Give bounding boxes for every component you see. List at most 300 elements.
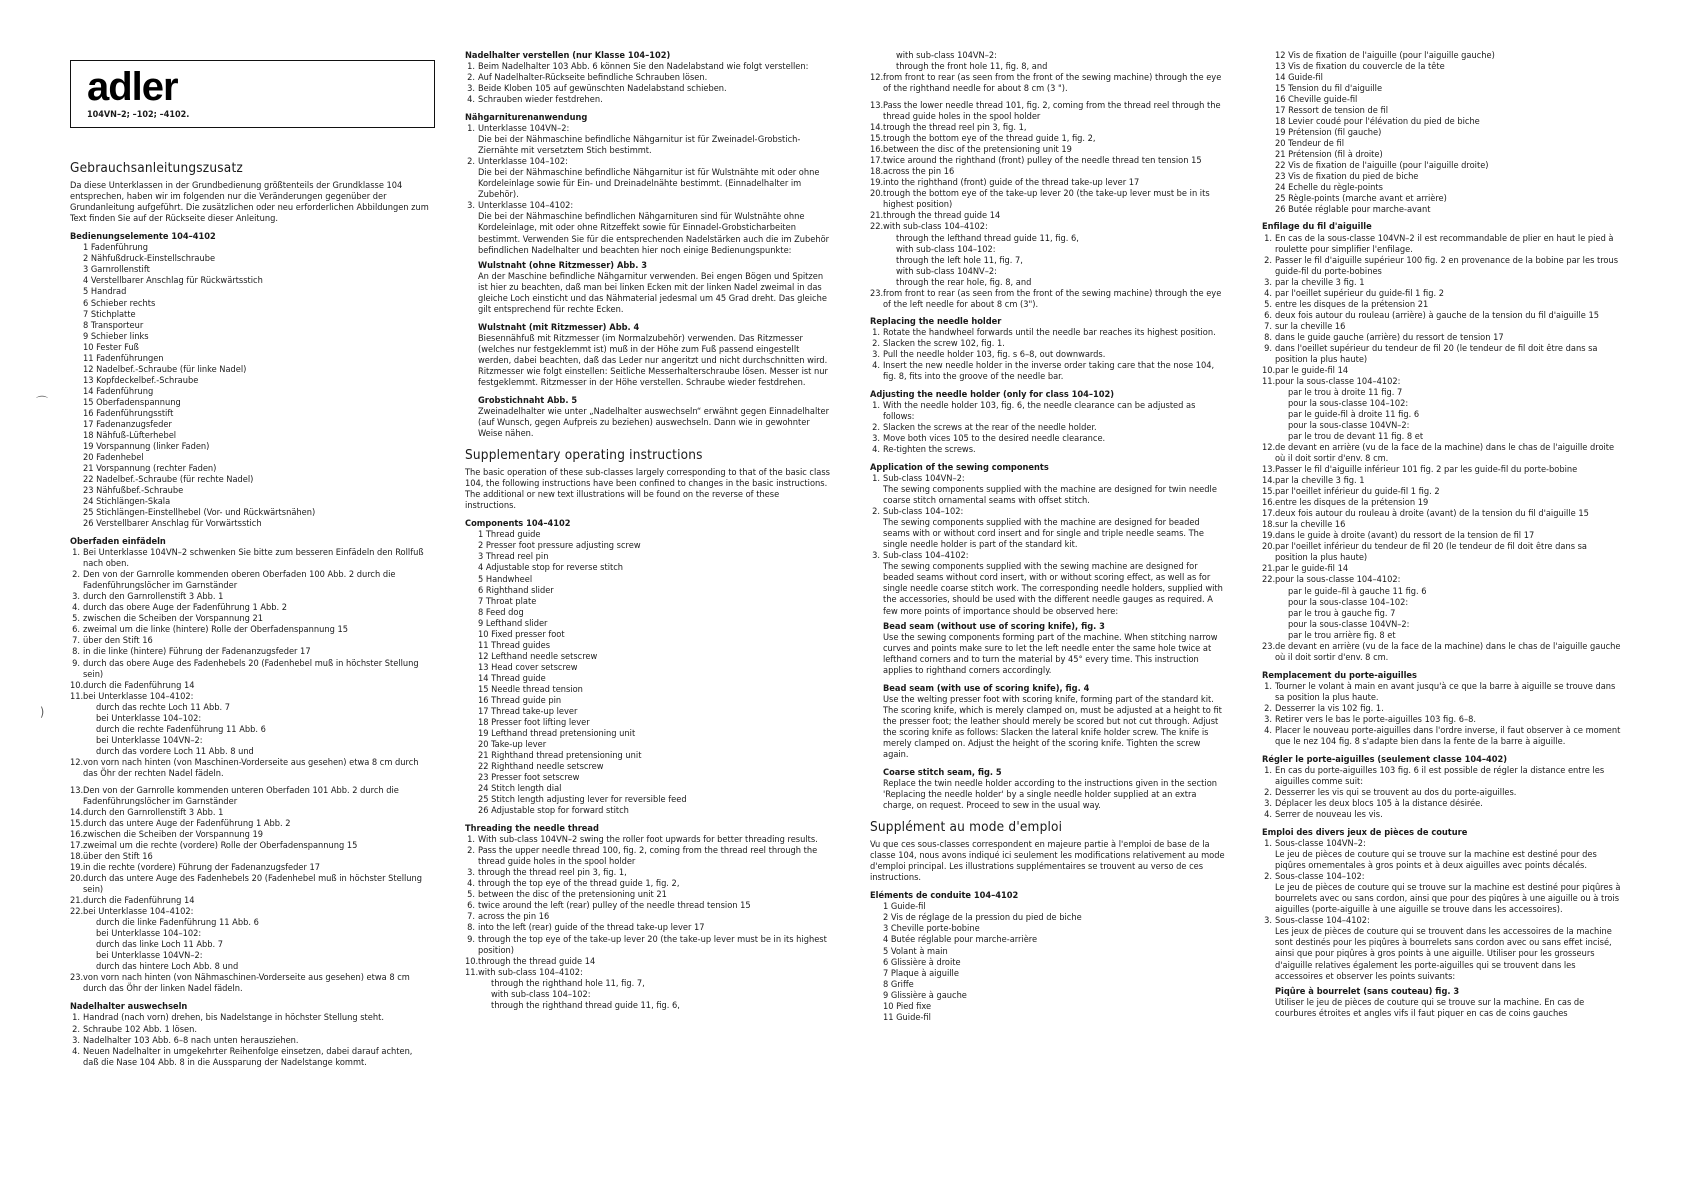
step-text: Auf Nadelhalter-Rückseite befindliche Schrauben lösen. — [478, 72, 708, 84]
list-item: 19 Lefthand thread pretensioning unit — [478, 727, 636, 739]
step-text: twice around the righthand (front) pulley of the needle thread ten tension 15 — [883, 155, 1202, 167]
step-text: entre les disques de la prétension 19 — [1275, 497, 1429, 509]
list-item: 19 Vorspannung (linker Faden) — [83, 440, 210, 452]
step-number: 17. — [870, 155, 884, 167]
list-item — [870, 422, 1225, 433]
list-item: 2 Presser foot pressure adjusting screw — [478, 540, 641, 552]
step-number: 3. — [72, 1034, 80, 1046]
step-number: 2. — [467, 845, 475, 857]
step-text: through the top eye of the take-up lever 20 (the take-up lever must be in its highest position) — [478, 933, 827, 956]
en-replace-title: Replacing the needle holder — [870, 315, 1002, 327]
step-text: En cas de la sous-classe 104VN–2 il est recommandable de plier en haut le pied à roulette pour simplifier l'enfilage. — [1275, 232, 1614, 255]
list-item: 6 Righthand slider — [478, 584, 554, 596]
list-item — [870, 72, 1225, 94]
step-number: 9. — [1264, 342, 1272, 354]
list-item: 9 Schieber links — [83, 330, 149, 342]
en-app-section — [870, 462, 1225, 811]
step-text: Passer le fil d'aiguille supérieur 100 fig. 2 en provenance de la bobine par les trous guide-fil du porte-bobines — [1275, 254, 1619, 277]
step-number: 16. — [70, 828, 84, 840]
step-number: 1. — [872, 326, 880, 338]
list-item — [870, 177, 1225, 188]
list-item — [870, 506, 1225, 550]
step-text: The sewing components supplied with the machine are designed for twin needle coarse stitch ornamental seams with offset stitch. — [883, 484, 1217, 507]
step-text: from front to rear (as seen from the front of the sewing machine) through the eye of the righthand needle for about 8 cm (3 "). — [883, 72, 1222, 95]
step-text: de devant en arrière (vu de la face de la machine) dans le chas de l'aiguille gauche où il doit sortir d'env. 8 cm. — [1275, 640, 1621, 663]
list-item — [465, 889, 830, 900]
list-item: 8 Transporteur — [83, 319, 144, 331]
list-item: 25 Règle-points (marche avant et arrière) — [1275, 193, 1447, 205]
list-item: 2 Nähfußdruck-Einstellschraube — [83, 253, 216, 265]
step-number: 12. — [870, 72, 884, 84]
list-item — [1262, 343, 1622, 365]
step-text: Re-tighten the screws. — [883, 444, 976, 456]
step-number: 10. — [1262, 364, 1276, 376]
step-text: Rotate the handwheel forwards until the needle bar reaches its highest position. — [883, 326, 1216, 338]
list-item — [1262, 519, 1622, 530]
list-item — [70, 757, 430, 779]
step-number: 7. — [1264, 320, 1272, 332]
step-text: zweimal um die rechte (vordere) Rolle der Oberfadenspannung 15 — [83, 840, 358, 851]
list-item — [465, 123, 830, 156]
step-text: Placer le nouveau porte-aiguilles dans l'ordre inverse, il faut observer à ce moment que le nez 104 fig. 8 s'adapte bien dans la fente de la barre à aiguille. — [1275, 724, 1621, 747]
step-heading: Sub-class 104–102: — [883, 506, 964, 518]
list-item: par le guide–fil à gauche 11 fig. 6 — [1288, 585, 1427, 597]
list-item — [870, 188, 1225, 210]
step-text: zwischen die Scheiben der Vorspannung 19 — [83, 828, 264, 840]
list-item: 12 Lefthand needle setscrew — [478, 650, 598, 662]
step-text: Die bei der Nähmaschine befindliche Nähgarnitur ist für Wulstnähte mit oder ohne Kordeleinlage sowie für Ein- und Dreinadelnähte bestimmt. (Einnadelhalter im Zubehör). — [478, 167, 820, 201]
list-item: 21 Prétension (fil à droite) — [1275, 149, 1383, 161]
list-item — [70, 840, 430, 851]
list-item: 1 Thread guide — [478, 529, 541, 541]
list-item: 5 Handrad — [83, 286, 127, 298]
en-replace-steps — [870, 327, 1225, 382]
list-item — [1262, 541, 1622, 563]
step-heading: Sous-classe 104–4102: — [1275, 915, 1370, 927]
step-number: 1. — [467, 61, 475, 73]
list-item: 23 Nähfußbef.-Schraube — [83, 485, 184, 497]
de-sets-section — [465, 112, 830, 439]
list-item: 7 Stichplatte — [83, 308, 136, 320]
step-text: Le jeu de pièces de couture qui se trouve sur la machine est destiné pour piqûres à bourrelets avec ou sans cordon, ainsi que pour des piqûres à une aiguille ou à trois aiguilles (porte-aiguille à une aiguille se trouve dans les accessoires). — [1275, 882, 1621, 916]
list-item — [1262, 563, 1622, 574]
step-number: 16. — [1262, 497, 1276, 509]
step-heading: Sub-class 104–4102: — [883, 550, 969, 562]
list-item: 13 Kopfdeckelbef.-Schraube — [83, 374, 199, 386]
step-text: Insert the new needle holder in the inverse order taking care that the nose 104, fig. 8, fits into the groove of the needle bar. — [883, 359, 1215, 382]
step-text: durch das obere Auge des Fadenhebels 20 (Fadenhebel muß in höchster Stellung sein) — [83, 657, 419, 680]
list-item: par le trou de devant 11 fig. 8 et — [1288, 431, 1424, 443]
step-text: pour la sous-classe 104–4102: — [1275, 375, 1401, 387]
scan-mark: ) — [40, 705, 45, 719]
fr-thread-title: Enfilage du fil d'aiguille — [1262, 221, 1372, 233]
en-coarse-text: Replace the twin needle holder according to the instructions given in the section 'Replacing the needle holder' by a single needle holder supplied at an extra charge, on request. Proceed to sew in the usual way. — [883, 777, 1217, 811]
de-wulst2-text: Biesennähfuß mit Ritzmesser (im Normalzubehör) verwenden. Das Ritzmesser (welches nur festgeklemmt ist) muß in der Höhe zum Fuß passend eingestellt werden, dabei beachten, daß das Leder nur angeritzt und nicht durchschnitten wird. Ritzmesser wie folgt einstellen: Seitliche Messerhalterschraube lösen. Messer ist nur festgeklemmt. Ritzmesser in der Höhe verstellen. Schraube wieder festdrehen. — [478, 332, 828, 388]
list-item: 1 Fadenführung — [83, 242, 148, 254]
list-item — [70, 591, 430, 602]
step-text: Tourner le volant à main en avant jusqu'à ce que la barre à aiguille se trouve dans sa position la plus haute. — [1275, 680, 1616, 703]
step-number: 20. — [870, 188, 884, 200]
step-text: With sub-class 104VN–2 swing the roller foot upwards for better threading results. — [478, 834, 818, 846]
list-item: 25 Stichlängen-Einstellhebel (Vor- und Rückwärtsnähen) — [83, 507, 316, 519]
step-text: von vorn nach hinten (von Nähmaschinen-Vorderseite aus gesehen) etwa 8 cm durch das Öhr der linken Nadel fädeln. — [83, 972, 410, 995]
fr-elements-list — [870, 901, 1225, 1022]
en-thread-b — [870, 100, 1225, 232]
list-item — [870, 100, 1225, 122]
step-number: 3. — [467, 200, 475, 212]
list-item: 15 Tension du fil d'aiguille — [1275, 83, 1383, 95]
list-item — [1262, 508, 1622, 519]
list-item — [1262, 714, 1622, 725]
list-item — [465, 911, 830, 922]
list-item: 19 Prétension (fil gauche) — [1275, 127, 1382, 139]
de-sets-steps — [465, 123, 830, 255]
list-item — [70, 624, 430, 635]
fr-bour-title: Piqûre à bourrelet (sans couteau) fig. 3 — [1275, 985, 1460, 997]
step-text: durch die Fadenführung 14 — [83, 679, 195, 691]
list-item: 16 Cheville guide-fil — [1275, 94, 1358, 106]
en-components-section — [465, 518, 830, 816]
step-text: durch die Fadenführung 14 — [83, 895, 195, 907]
step-number: 10. — [70, 679, 84, 691]
list-item — [870, 133, 1225, 144]
step-number: 1. — [872, 473, 880, 485]
list-item: with sub-class 104VN–2: — [896, 50, 997, 61]
step-text: in die linke (hintere) Führung der Fadenanzugsfeder 17 — [83, 646, 311, 658]
list-item: 20 Fadenhebel — [83, 451, 144, 463]
step-number: 3. — [467, 867, 475, 879]
step-text: with sub-class 104–4102: — [883, 221, 988, 233]
step-number: 2. — [872, 506, 880, 518]
de-title: Gebrauchsanleitungszusatz — [70, 160, 243, 176]
brand-header — [70, 60, 435, 128]
en-coarse-title: Coarse stitch seam, fig. 5 — [883, 766, 1002, 778]
list-item — [465, 956, 830, 967]
step-text: Die bei der Nähmaschine befindlichen Nähgarnituren sind für Wulstnähte ohne Kordeleinlage, mit oder ohne Ritzeffekt sowie für Einnadel-Grobsticharbeiten bestimmt. Verwenden Sie für die entsprechenden Nadelstärken auch die im Zubehör befindlichen Nadelhalter und beachten hier noch einige Bedienungspunkte: — [478, 211, 830, 256]
column-french-2 — [1262, 50, 1622, 1026]
step-text: durch das untere Auge der Fadenführung 1 Abb. 2 — [83, 817, 291, 829]
list-item: 8 Griffe — [883, 978, 914, 990]
list-item: pour la sous-classe 104VN–2: — [1288, 420, 1410, 432]
step-number: 5. — [1264, 298, 1272, 310]
list-item — [1262, 787, 1622, 798]
list-item: 15 Needle thread tension — [478, 683, 583, 695]
step-text: par l'oeillet inférieur du guide-fil 1 fig. 2 — [1275, 486, 1440, 498]
step-number: 21. — [70, 895, 84, 907]
step-number: 1. — [72, 547, 80, 559]
step-number: 15. — [870, 133, 884, 145]
list-item — [870, 155, 1225, 166]
de-elements-list — [70, 242, 430, 529]
step-text: Schraube 102 Abb. 1 lösen. — [83, 1023, 197, 1035]
step-number: 20. — [70, 873, 84, 885]
list-item: 14 Thread guide — [478, 672, 546, 684]
de-adjust-title: Nadelhalter verstellen (nur Klasse 104–102) — [465, 50, 671, 61]
list-item — [1262, 871, 1622, 915]
list-item — [870, 349, 1225, 360]
step-text: Les jeux de pièces de couture qui se trouvent dans les accessoires de la machine sont destinés pour les piqûres à bourrelets sans cordon avec ou sans effet incisé, ainsi que pour piqûres à gros points à une aiguille. Utiliser pour les grosseurs d'aiguille relatives également les porte-aiguilles qui se trouvent dans les accessoires et observer les points suivants: — [1275, 926, 1612, 982]
list-item — [70, 818, 430, 829]
step-number: 7. — [72, 635, 80, 647]
list-item — [70, 658, 430, 680]
step-number: 3. — [1264, 276, 1272, 288]
de-needle-title: Nadelhalter auswechseln — [70, 1001, 188, 1013]
list-item: 25 Stitch length adjusting lever for reversible feed — [478, 794, 687, 806]
list-item — [1262, 277, 1622, 288]
en-thread-b-sub — [870, 233, 1225, 288]
step-text: dans le guide gauche (arrière) du ressort de tension 17 — [1275, 331, 1504, 343]
list-item — [70, 972, 430, 994]
list-item: 3 Thread reel pin — [478, 551, 549, 563]
step-text: With the needle holder 103, fig. 6, the needle clearance can be adjusted as follows: — [883, 399, 1196, 422]
fr-adjust-title: Régler le porte-aiguilles (seulement classe 104–402) — [1262, 753, 1507, 765]
list-item: 22 Righthand needle setscrew — [478, 761, 604, 773]
step-text: Den von der Garnrolle kommenden oberen Oberfaden 100 Abb. 2 durch die Fadenführungslöcher im Garnständer — [83, 569, 396, 592]
step-text: Neuen Nadelhalter in umgekehrter Reihenfolge einsetzen, dabei darauf achten, daß die Nase 104 Abb. 8 in die Aussparung der Nadelstange kommt. — [83, 1045, 413, 1068]
step-text: durch den Garnrollenstift 3 Abb. 1 — [83, 591, 224, 603]
de-thread-a12 — [70, 757, 430, 779]
step-text: from front to rear (as seen from the front of the sewing machine) through the eye of the left needle for about 8 cm (3"). — [883, 287, 1222, 310]
en-thread-title: Threading the needle thread — [465, 823, 599, 835]
fr-use-title: Emploi des divers jeux de pièces de couture — [1262, 827, 1468, 839]
step-number: 1. — [1264, 680, 1272, 692]
list-item — [465, 900, 830, 911]
list-item — [870, 473, 1225, 506]
step-number: 3. — [872, 433, 880, 445]
step-number: 2. — [467, 72, 475, 84]
list-item — [465, 83, 830, 94]
step-number: 22. — [1262, 574, 1276, 586]
step-number: 1. — [872, 399, 880, 411]
step-number: 6. — [1264, 309, 1272, 321]
list-item — [70, 680, 430, 691]
step-number: 3. — [72, 591, 80, 603]
fr-adjust-section — [1262, 754, 1622, 820]
de-thread-a — [70, 547, 430, 701]
list-item — [70, 873, 430, 895]
list-item — [70, 862, 430, 873]
fr-elements-list-cont — [1262, 50, 1622, 215]
list-item — [70, 807, 430, 818]
step-number: 21. — [1262, 563, 1276, 575]
step-number: 3. — [467, 83, 475, 95]
list-item: 11 Fadenführungen — [83, 352, 164, 364]
step-number: 5. — [467, 889, 475, 901]
list-item — [1262, 725, 1622, 747]
step-number: 19. — [1262, 530, 1276, 542]
list-item: pour la sous-classe 104–102: — [1288, 596, 1409, 608]
list-item: through the rear hole, fig. 8, and — [896, 276, 1032, 288]
list-item — [870, 166, 1225, 177]
step-text: dans l'oeillet supérieur du tendeur de fil 20 (le tendeur de fil doit être dans sa position la plus haute) — [1275, 342, 1598, 365]
en-thread-a-sub — [465, 978, 830, 1011]
step-text: von vorn nach hinten (von Maschinen-Vorderseite aus gesehen) etwa 8 cm durch das Öhr der rechten Nadel fädeln. — [83, 756, 419, 779]
list-item: par le trou arrière fig. 8 et — [1288, 629, 1396, 641]
en-app-steps — [870, 473, 1225, 616]
de-elements-title: Bedienungselemente 104–4102 — [70, 231, 216, 243]
step-text: bei Unterklasse 104–4102: — [83, 906, 194, 918]
adler-logo: adler — [87, 65, 178, 109]
en-thread-a — [465, 834, 830, 977]
list-item: durch die rechte Fadenführung 11 Abb. 6 — [96, 723, 266, 735]
step-number: 11. — [70, 690, 84, 702]
fr-thread-b23 — [1262, 641, 1622, 663]
en-components-list — [465, 529, 830, 816]
list-item: 8 Feed dog — [478, 606, 524, 618]
list-item: durch die linke Fadenführung 11 Abb. 6 — [96, 917, 259, 929]
step-text: pour la sous-classe 104–4102: — [1275, 574, 1401, 586]
fr-replace-title: Remplacement du porte-aiguilles — [1262, 669, 1417, 681]
list-item — [465, 200, 830, 255]
list-item — [1262, 530, 1622, 541]
list-item — [870, 221, 1225, 232]
step-number: 18. — [870, 166, 884, 178]
de-thread-a-sub — [70, 702, 430, 757]
list-item: 20 Tendeur de fil — [1275, 138, 1345, 150]
step-number: 17. — [70, 840, 84, 851]
list-item — [1262, 332, 1622, 343]
list-item: 14 Guide-fil — [1275, 72, 1323, 84]
step-text: par la cheville 3 fig. 1 — [1275, 276, 1365, 288]
step-text: Nadelhalter 103 Abb. 6–8 nach unten herausziehen. — [83, 1034, 299, 1046]
list-item — [1262, 321, 1622, 332]
list-item: 16 Fadenführungsstift — [83, 407, 174, 419]
step-heading: Unterklasse 104–4102: — [478, 200, 574, 212]
list-item: 24 Stichlängen-Skala — [83, 496, 171, 508]
step-text: sur la cheville 16 — [1275, 320, 1346, 332]
list-item — [70, 547, 430, 569]
list-item: durch das hintere Loch Abb. 8 und — [96, 961, 239, 973]
de-adjust-steps — [465, 61, 830, 105]
list-item: 18 Nähfuß-Lüfterhebel — [83, 429, 177, 441]
step-number: 18. — [70, 851, 84, 863]
list-item: 11 Thread guides — [478, 639, 551, 651]
list-item: bei Unterklasse 104–102: — [96, 928, 202, 940]
step-number: 9. — [72, 657, 80, 669]
step-number: 2. — [72, 1023, 80, 1035]
list-item: 11 Guide-fil — [883, 1011, 931, 1023]
list-item — [1262, 255, 1622, 277]
step-number: 20. — [1262, 541, 1276, 553]
list-item — [465, 934, 830, 956]
step-text: with sub-class 104–4102: — [478, 966, 583, 978]
en-components-title: Components 104–4102 — [465, 518, 571, 530]
step-number: 3. — [872, 550, 880, 562]
list-item: par le trou à gauche fig. 7 — [1288, 607, 1396, 619]
list-item: 9 Lefthand slider — [478, 617, 548, 629]
list-item — [870, 210, 1225, 221]
list-item: pour la sous-classe 104–102: — [1288, 397, 1409, 409]
step-number: 19. — [70, 862, 84, 874]
step-number: 1. — [1264, 232, 1272, 244]
list-item — [70, 635, 430, 646]
step-number: 15. — [70, 817, 84, 829]
list-item: 9 Glissière à gauche — [883, 989, 967, 1001]
list-item: 2 Vis de réglage de la pression du pied de biche — [883, 912, 1082, 924]
list-item — [870, 433, 1225, 444]
en-bead2-title: Bead seam (with use of scoring knife), fig. 4 — [883, 682, 1090, 694]
de-wulst1-title: Wulstnaht (ohne Ritzmesser) Abb. 3 — [478, 259, 647, 271]
fr-replace-steps — [1262, 681, 1622, 747]
en-adjust-section — [870, 389, 1225, 455]
step-text: across the pin 16 — [883, 166, 955, 178]
list-item: 15 Oberfadenspannung — [83, 396, 181, 408]
step-text: Beide Kloben 105 auf gewünschten Nadelabstand schieben. — [478, 83, 727, 95]
step-text: entre les disques de la prétension 21 — [1275, 298, 1429, 310]
de-thread-b-sub — [70, 917, 430, 972]
list-item — [465, 878, 830, 889]
list-item: 4 Adjustable stop for reverse stitch — [478, 562, 624, 574]
step-text: Slacken the screw 102, fig. 1. — [883, 337, 1005, 349]
fr-use-steps — [1262, 838, 1622, 981]
de-needle-section — [70, 1001, 430, 1067]
list-item — [1262, 288, 1622, 299]
step-number: 13. — [70, 784, 84, 796]
list-item: durch das linke Loch 11 Abb. 7 — [96, 939, 224, 951]
list-item — [70, 691, 430, 702]
en-adjust-title: Adjusting the needle holder (only for class 104–102) — [870, 388, 1115, 400]
de-sets-title: Nähgarniturenanwendung — [465, 112, 588, 124]
step-number: 13. — [870, 100, 884, 112]
fr-title: Supplément au mode d'emploi — [870, 819, 1063, 836]
list-item: 23 Presser foot setscrew — [478, 772, 580, 784]
step-text: par le guide-fil 14 — [1275, 364, 1349, 376]
list-item — [465, 156, 830, 200]
list-item — [465, 922, 830, 933]
list-item — [465, 61, 830, 72]
column-german-1 — [70, 160, 430, 1075]
step-number: 5. — [72, 613, 80, 625]
list-item — [1262, 574, 1622, 585]
en-thread-a12 — [870, 72, 1225, 94]
list-item — [1262, 486, 1622, 497]
step-text: Pass the lower needle thread 101, fig. 2, coming from the thread reel through the thread guide holes in the spool holder — [883, 100, 1221, 123]
list-item: bei Unterklasse 104VN–2: — [96, 734, 203, 746]
step-text: Den von der Garnrolle kommenden unteren Oberfaden 101 Abb. 2 durch die Fadenführungslöcher im Garnständer — [83, 784, 399, 807]
list-item: 21 Vorspannung (rechter Faden) — [83, 462, 217, 474]
step-number: 2. — [72, 569, 80, 581]
list-item — [465, 867, 830, 878]
list-item — [1262, 798, 1622, 809]
step-text: Retirer vers le bas le porte-aiguilles 103 fig. 6–8. — [1275, 713, 1476, 725]
step-text: between the disc of the pretensioning unit 21 — [478, 889, 667, 901]
step-text: zwischen die Scheiben der Vorspannung 21 — [83, 613, 264, 625]
en-title: Supplementary operating instructions — [465, 447, 703, 464]
list-item — [1262, 765, 1622, 787]
list-item: 12 Nadelbef.-Schraube (für linke Nadel) — [83, 363, 247, 375]
step-number: 18. — [1262, 519, 1276, 531]
step-text: Passer le fil d'aiguille inférieur 101 fig. 2 par les guide-fil du porte-bobine — [1275, 464, 1578, 476]
step-text: bei Unterklasse 104–4102: — [83, 690, 194, 702]
step-number: 1. — [467, 123, 475, 135]
fr-adjust-steps — [1262, 765, 1622, 820]
en-bead1-title: Bead seam (without use of scoring knife), fig. 3 — [883, 620, 1105, 632]
en-thread-a-cont — [870, 50, 1225, 72]
step-number: 3. — [1264, 915, 1272, 927]
list-item — [1262, 703, 1622, 714]
fr-intro: Vu que ces sous-classes correspondent en majeure partie à l'emploi de base de la classe 104, nous avons indiqué ici seulement les modifications relativement au mode d'emploi principal. Les illustrations supplémentaires se trouvent au verso de ces instructions. — [870, 839, 1225, 884]
step-number: 4. — [72, 602, 80, 614]
step-number: 1. — [467, 834, 475, 846]
list-item: par le guide-fil à droite 11 fig. 6 — [1288, 409, 1420, 420]
step-text: dans le guide à droite (avant) du ressort de la tension de fil 17 — [1275, 530, 1535, 542]
list-item: 7 Plaque à aiguille — [883, 967, 959, 979]
list-item — [870, 550, 1225, 616]
fr-use-section — [1262, 827, 1622, 1019]
column-german-english — [465, 50, 830, 1018]
step-text: par la cheville 3 fig. 1 — [1275, 475, 1365, 487]
step-text: par le guide-fil 14 — [1275, 563, 1349, 575]
